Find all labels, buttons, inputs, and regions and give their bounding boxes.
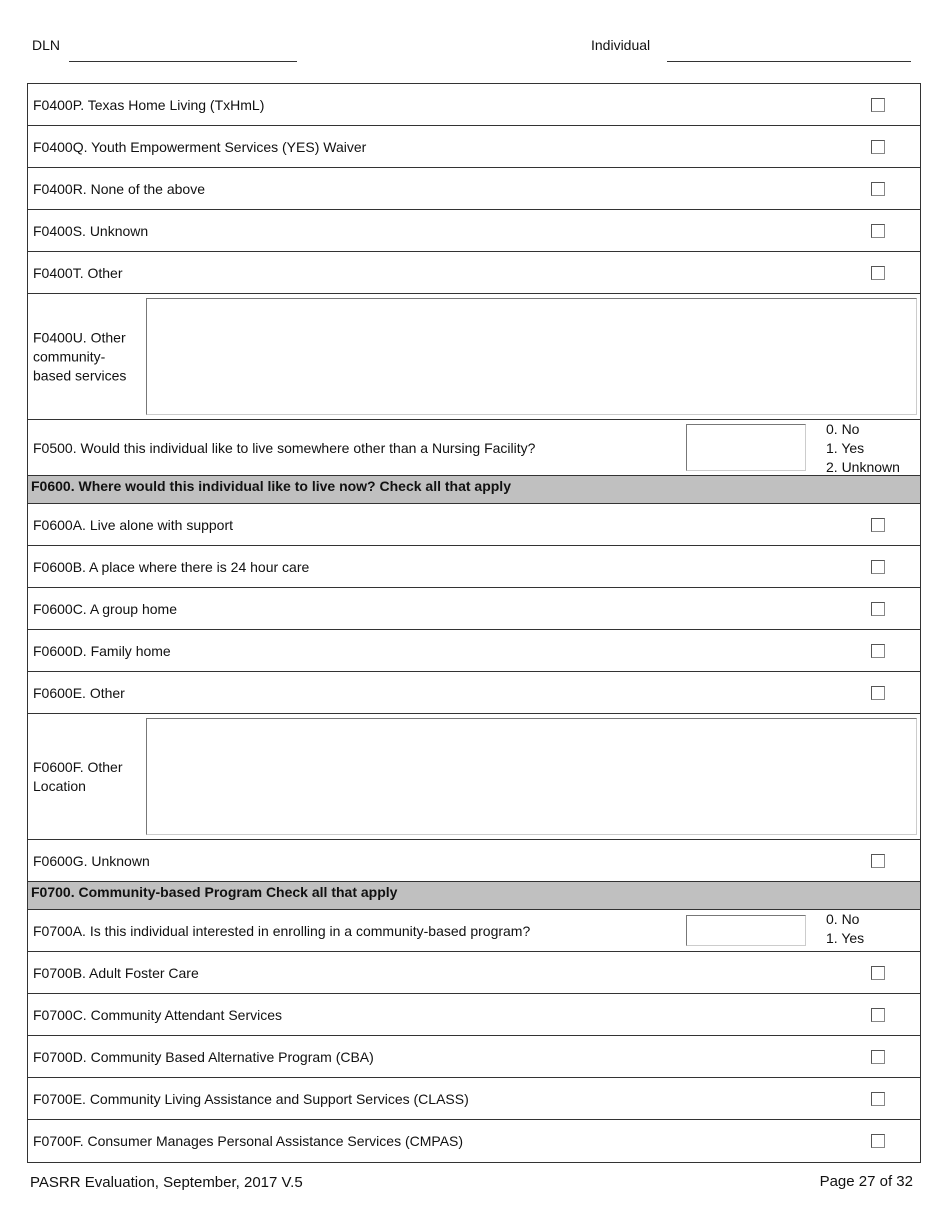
- f0600d-checkbox[interactable]: [871, 644, 885, 658]
- row-f0600d: [28, 630, 920, 672]
- f0600a-label: F0600A. Live alone with support: [33, 516, 234, 533]
- f0700f-checkbox[interactable]: [871, 1134, 885, 1148]
- row-f0600e: [28, 672, 920, 714]
- row-f0400r: [28, 168, 920, 210]
- f0600g-checkbox[interactable]: [871, 854, 885, 868]
- f0600b-checkbox[interactable]: [871, 560, 885, 574]
- f0700c-checkbox[interactable]: [871, 1008, 885, 1022]
- dln-field[interactable]: [69, 61, 297, 62]
- f0700d-checkbox[interactable]: [871, 1050, 885, 1064]
- f0600e-label: F0600E. Other: [33, 684, 125, 701]
- row-f0400u: [28, 294, 920, 420]
- f0400t-label: F0400T. Other: [33, 264, 123, 281]
- f0700a-options: 0. No 1. Yes: [826, 911, 865, 946]
- f0400s-label: F0400S. Unknown: [33, 222, 149, 239]
- row-f0600g: [28, 840, 920, 882]
- f0400r-label: F0400R. None of the above: [33, 180, 206, 197]
- section-f0600: [28, 476, 920, 504]
- f0700d-label: F0700D. Community Based Alternative Program (CBA): [33, 1048, 374, 1065]
- f0700-section-title: F0700. Community-based Program Check all that apply: [31, 884, 398, 900]
- f0500-code-input[interactable]: [686, 424, 806, 471]
- f0500-options: 0. No 1. Yes 2. Unknown: [826, 421, 900, 475]
- f0400u-label: F0400U. Other community- based services: [33, 329, 127, 383]
- row-f0700a: [28, 910, 920, 952]
- f0700b-label: F0700B. Adult Foster Care: [33, 964, 199, 981]
- f0600e-checkbox[interactable]: [871, 686, 885, 700]
- f0400t-checkbox[interactable]: [871, 266, 885, 280]
- f0400u-text-field[interactable]: [146, 298, 917, 415]
- f0700e-checkbox[interactable]: [871, 1092, 885, 1106]
- f0500-label: F0500. Would this individual like to live somewhere other than a Nursing Facility?: [33, 439, 536, 456]
- f0600-section-title: F0600. Where would this individual like to live now? Check all that apply: [31, 478, 511, 494]
- f0600g-label: F0600G. Unknown: [33, 852, 150, 869]
- row-f0700e: [28, 1078, 920, 1120]
- document-title: PASRR Evaluation, September, 2017 V.5: [30, 1174, 303, 1191]
- individual-label: Individual: [591, 37, 651, 53]
- f0700a-code-input[interactable]: [686, 915, 806, 946]
- assessment-form: [27, 83, 921, 1163]
- f0400s-checkbox[interactable]: [871, 224, 885, 238]
- page-number: Page 27 of 32: [819, 1173, 913, 1190]
- dln-label: DLN: [32, 37, 61, 53]
- row-f0600f: [28, 714, 920, 840]
- row-f0700f: [28, 1120, 920, 1162]
- row-f0700c: [28, 994, 920, 1036]
- row-f0700d: [28, 1036, 920, 1078]
- row-f0400q: [28, 126, 920, 168]
- row-f0400p: [28, 84, 920, 126]
- f0700b-checkbox[interactable]: [871, 966, 885, 980]
- f0700f-label: F0700F. Consumer Manages Personal Assistance Services (CMPAS): [33, 1133, 464, 1149]
- f0400q-label: F0400Q. Youth Empowerment Services (YES) Waiver: [33, 138, 367, 155]
- f0600c-checkbox[interactable]: [871, 602, 885, 616]
- f0700c-label: F0700C. Community Attendant Services: [33, 1006, 283, 1023]
- f0600b-label: F0600B. A place where there is 24 hour care: [33, 558, 310, 575]
- row-f0600c: [28, 588, 920, 630]
- f0700e-label: F0700E. Community Living Assistance and Support Services (CLASS): [33, 1090, 469, 1107]
- f0600f-label: F0600F. Other Location: [33, 758, 123, 794]
- f0600a-checkbox[interactable]: [871, 518, 885, 532]
- individual-field[interactable]: [667, 61, 911, 62]
- f0600c-label: F0600C. A group home: [33, 600, 177, 617]
- f0600f-text-field[interactable]: [146, 718, 917, 835]
- row-f0400t: [28, 252, 920, 294]
- f0400q-checkbox[interactable]: [871, 140, 885, 154]
- row-f0700b: [28, 952, 920, 994]
- section-f0700: [28, 882, 920, 910]
- f0400p-label: F0400P. Texas Home Living (TxHmL): [33, 96, 265, 113]
- row-f0600a: [28, 504, 920, 546]
- row-f0400s: [28, 210, 920, 252]
- f0400r-checkbox[interactable]: [871, 182, 885, 196]
- f0400p-checkbox[interactable]: [871, 98, 885, 112]
- row-f0600b: [28, 546, 920, 588]
- f0600d-label: F0600D. Family home: [33, 642, 171, 659]
- f0700a-label: F0700A. Is this individual interested in enrolling in a community-based program?: [33, 922, 531, 939]
- row-f0500: [28, 420, 920, 476]
